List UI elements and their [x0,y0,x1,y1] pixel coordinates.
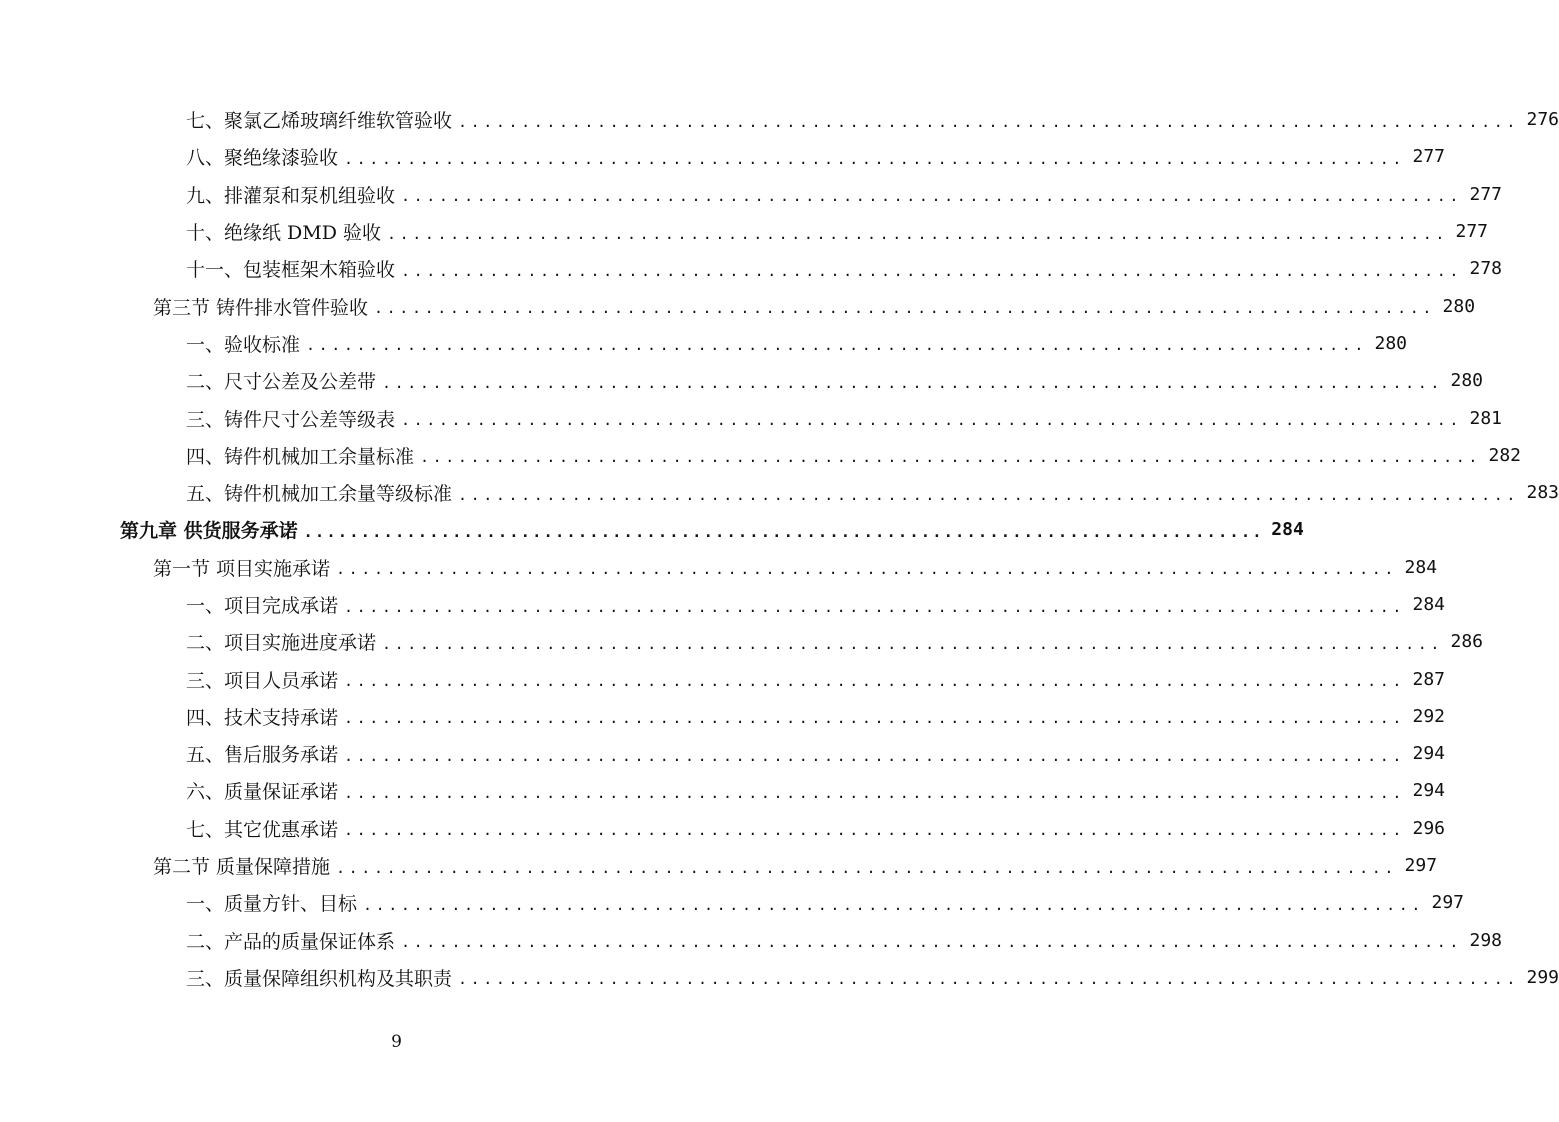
toc-entry-page: 283 [1526,482,1559,504]
toc-entry-page: 282 [1488,444,1521,466]
toc-leader-dots: .................................................................................... [306,336,1367,355]
toc-entry-title: 九、排灌泵和泵机组验收 [186,184,396,207]
toc-leader-dots: .................................................................................... [387,224,1448,243]
toc-entry-title: 二、尺寸公差及公差带 [186,371,377,394]
toc-entry[interactable] [0,399,1502,436]
toc-entry[interactable] [0,549,1438,586]
toc-entry[interactable] [0,213,1488,250]
toc-entry-title: 十一、包装框架木箱验收 [186,259,396,282]
toc-entry-page: 278 [1469,258,1502,280]
toc-leader-dots: .................................................................................... [344,597,1405,616]
toc-entry[interactable] [0,884,1464,921]
toc-leader-dots: .................................................................................... [344,783,1405,802]
toc-entry-title: 二、产品的质量保证体系 [186,930,396,953]
toc-entry[interactable] [0,250,1502,287]
toc-entry-page: 286 [1450,631,1483,653]
toc-entry-title: 第九章 供货服务承诺 [120,520,298,543]
toc-leader-dots: .................................................................................... [458,485,1519,504]
toc-entry-title: 十、绝缘纸 DMD 验收 [186,222,382,245]
toc-entry[interactable] [0,698,1445,735]
toc-entry-page: 280 [1374,332,1407,354]
toc-entry-page: 297 [1431,892,1464,914]
table-of-contents [0,101,1559,996]
toc-leader-dots: .................................................................................... [303,522,1264,541]
toc-entry-title: 一、验收标准 [186,333,301,356]
toc-entry-title: 四、铸件机械加工余量标准 [186,445,415,468]
toc-leader-dots: .................................................................................... [401,933,1462,952]
toc-entry-title: 四、技术支持承诺 [186,706,339,729]
toc-entry-title: 一、项目完成承诺 [186,595,339,617]
toc-entry-page: 280 [1450,370,1483,392]
toc-entry[interactable] [0,810,1445,847]
toc-leader-dots: .................................................................................... [458,970,1519,989]
toc-leader-dots: .................................................................................... [363,895,1424,914]
toc-leader-dots: .................................................................................... [336,858,1398,877]
toc-entry-page: 292 [1412,705,1445,727]
toc-entry-page: 281 [1469,407,1502,429]
toc-entry-title: 七、其它优惠承诺 [186,818,339,841]
toc-entry[interactable] [0,138,1445,175]
toc-entry-page: 284 [1412,594,1445,615]
toc-leader-dots: .................................................................................... [382,373,1443,392]
toc-entry-page: 276 [1526,109,1559,131]
toc-leader-dots: .................................................................................... [420,448,1481,467]
toc-entry[interactable] [0,623,1483,660]
toc-entry-title: 三、铸件尺寸公差等级表 [186,408,396,431]
toc-entry-title: 五、售后服务承诺 [186,744,339,767]
toc-entry-title: 一、质量方针、目标 [186,893,358,916]
toc-entry-page: 297 [1404,855,1438,877]
toc-leader-dots: .................................................................................... [344,821,1405,840]
toc-entry[interactable] [0,922,1502,959]
toc-leader-dots: .................................................................................... [344,149,1405,168]
toc-entry-page: 287 [1412,668,1445,690]
toc-entry[interactable] [0,437,1521,474]
toc-leader-dots: .................................................................................... [401,261,1462,280]
toc-entry-title: 三、质量保障组织机构及其职责 [186,967,453,990]
toc-entry-page: 277 [1469,183,1502,205]
toc-entry[interactable] [0,660,1445,697]
toc-entry[interactable] [0,474,1559,511]
toc-entry-page: 294 [1412,743,1445,765]
toc-leader-dots: .................................................................................... [344,709,1405,728]
toc-entry-title: 二、项目实施进度承诺 [186,632,377,655]
toc-entry-page: 284 [1404,556,1438,578]
toc-entry[interactable] [0,959,1559,996]
toc-entry-title: 六、质量保证承诺 [186,781,339,804]
toc-entry-page: 280 [1442,295,1476,317]
toc-entry[interactable] [0,176,1502,213]
toc-entry-page: 296 [1412,817,1445,839]
toc-entry[interactable] [0,847,1438,884]
toc-entry-page: 284 [1271,519,1304,541]
toc-entry-title: 第一节 项目实施承诺 [153,557,331,580]
toc-leader-dots: .................................................................................... [344,746,1405,765]
toc-entry[interactable] [0,735,1445,772]
toc-leader-dots: .................................................................................... [344,672,1405,691]
toc-entry-page: 298 [1469,929,1502,951]
toc-entry-page: 277 [1455,221,1488,243]
toc-entry[interactable] [0,772,1445,809]
toc-leader-dots: .................................................................................... [401,411,1462,430]
toc-chapter-entry[interactable] [0,511,1304,548]
toc-entry-title: 五、铸件机械加工余量等级标准 [186,483,453,506]
toc-entry[interactable] [0,586,1445,623]
toc-entry[interactable] [0,287,1476,324]
toc-leader-dots: .................................................................................... [401,187,1462,206]
toc-entry-title: 三、项目人员承诺 [186,669,339,692]
toc-entry[interactable] [0,325,1407,362]
toc-entry[interactable] [0,101,1559,138]
toc-entry-title: 八、聚绝缘漆验收 [186,147,339,170]
toc-entry-page: 294 [1412,780,1445,802]
toc-entry[interactable] [0,362,1483,399]
toc-leader-dots: .................................................................................... [382,634,1443,653]
toc-entry-page: 277 [1412,146,1445,168]
toc-entry-page: 299 [1526,966,1559,988]
toc-leader-dots: .................................................................................... [336,560,1398,579]
toc-leader-dots: .................................................................................... [374,299,1436,318]
page-number: 9 [391,1032,402,1052]
toc-leader-dots: .................................................................................... [458,112,1519,131]
toc-entry-title: 第三节 铸件排水管件验收 [153,296,369,319]
toc-entry-title: 第二节 质量保障措施 [153,856,331,879]
toc-entry-title: 七、聚氯乙烯玻璃纤维软管验收 [186,110,453,133]
